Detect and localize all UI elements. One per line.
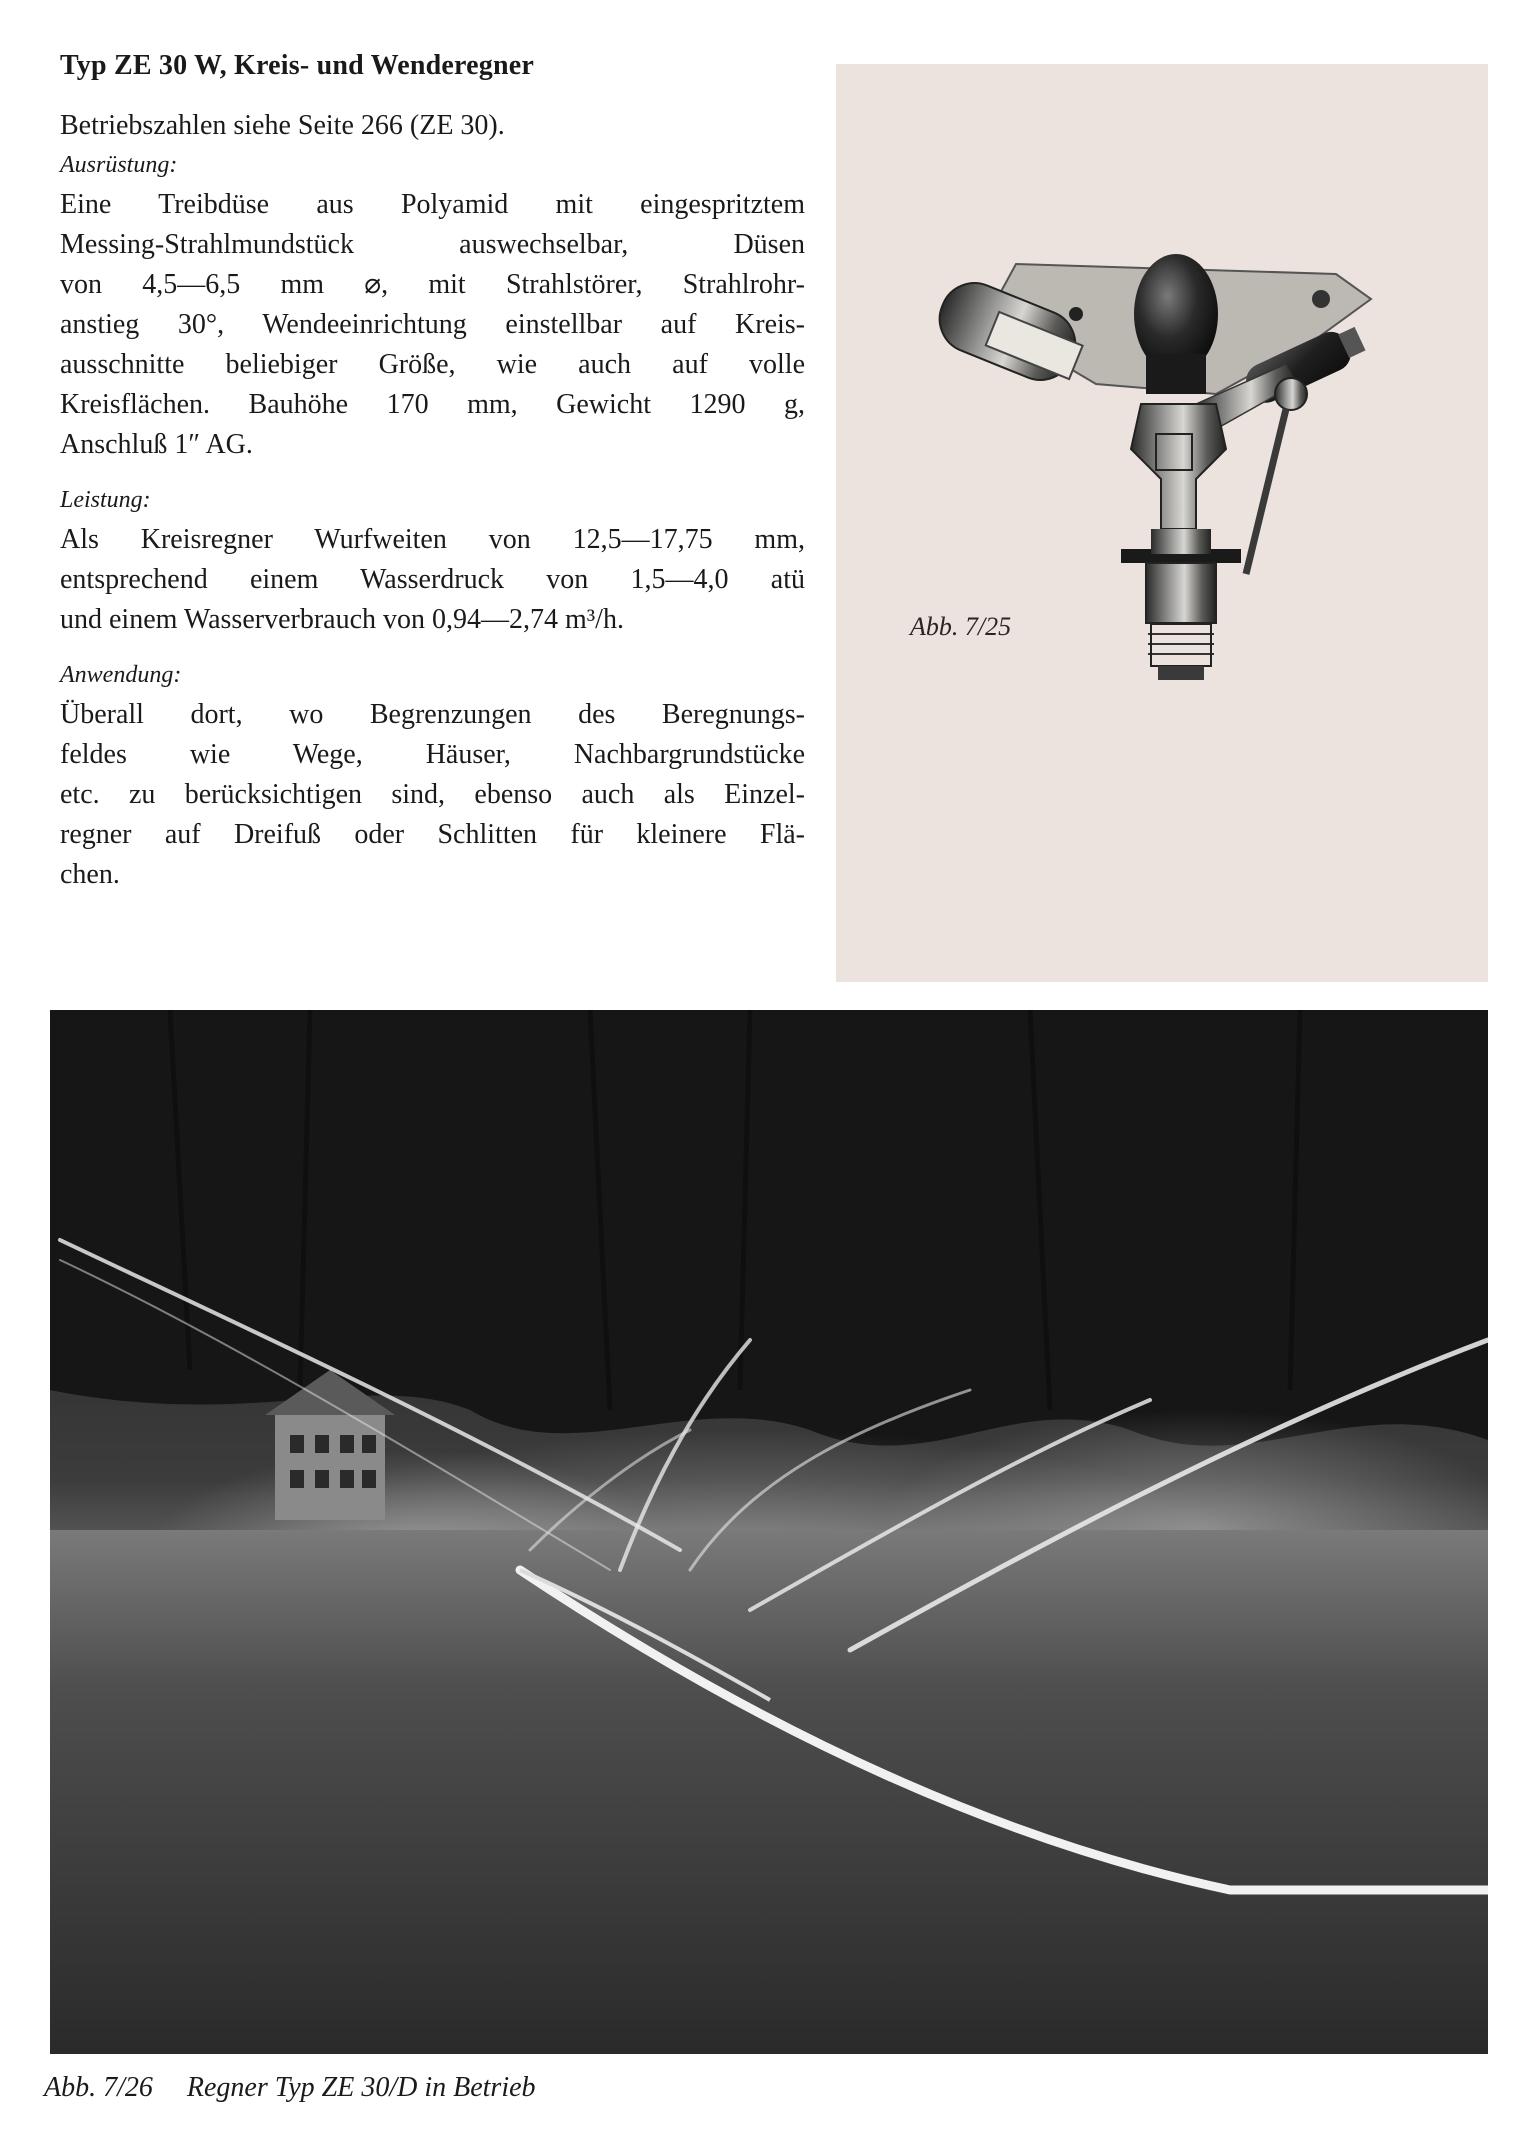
field-photo <box>50 1010 1488 2054</box>
heading-anwendung: Anwendung: <box>60 662 182 688</box>
heading-ausruestung: Ausrüstung: <box>60 152 178 178</box>
reference-line: Betriebszahlen siehe Seite 266 (ZE 30). <box>60 110 505 141</box>
photo-caption-number: Abb. 7/26 <box>44 2072 153 2103</box>
text-line: feldes wie Wege, Häuser, Nachbargrundstücke <box>60 739 805 770</box>
text-line: Anschluß 1″ AG. <box>60 429 253 460</box>
photo-caption-text: Regner Typ ZE 30/D in Betrieb <box>186 2072 536 2103</box>
text-line: ausschnitte beliebiger Größe, wie auch auf volle <box>60 349 805 380</box>
text-column <box>60 50 805 917</box>
product-figure <box>836 64 1488 982</box>
text-line: anstieg 30°, Wendeeinrichtung einstellbar auf Kreis- <box>60 309 805 340</box>
heading-leistung: Leistung: <box>60 487 151 513</box>
sprinkler-illustration <box>896 244 1416 764</box>
paragraph-anwendung <box>60 695 805 895</box>
photo-caption <box>44 2072 536 2104</box>
page-title: Typ ZE 30 W, Kreis- und Wenderegner <box>60 50 535 81</box>
paragraph-leistung <box>60 520 805 640</box>
text-line: chen. <box>60 859 120 890</box>
text-line: Eine Treibdüse aus Polyamid mit eingespritztem <box>60 189 805 220</box>
text-line: Kreisflächen. Bauhöhe 170 mm, Gewicht 1290 g, <box>60 389 805 420</box>
sprinkler-field-illustration <box>50 1010 1488 2054</box>
text-line: Überall dort, wo Begrenzungen des Beregnungs- <box>60 699 805 730</box>
text-line: Als Kreisregner Wurfweiten von 12,5—17,75 mm, <box>60 524 805 555</box>
figure-caption-product: Abb. 7/25 <box>910 612 1012 641</box>
text-line: von 4,5—6,5 mm ⌀, mit Strahlstörer, Strahlrohr- <box>60 269 805 300</box>
text-line: und einem Wasserverbrauch von 0,94—2,74 m³/h. <box>60 604 624 635</box>
text-line: etc. zu berücksichtigen sind, ebenso auch als Einzel- <box>60 779 805 810</box>
text-line: regner auf Dreifuß oder Schlitten für kleinere Flä- <box>60 819 805 850</box>
text-line: Messing-Strahlmundstück auswechselbar, Düsen <box>60 229 805 260</box>
text-line: entsprechend einem Wasserdruck von 1,5—4,0 atü <box>60 564 805 595</box>
paragraph-ausruestung <box>60 185 805 465</box>
